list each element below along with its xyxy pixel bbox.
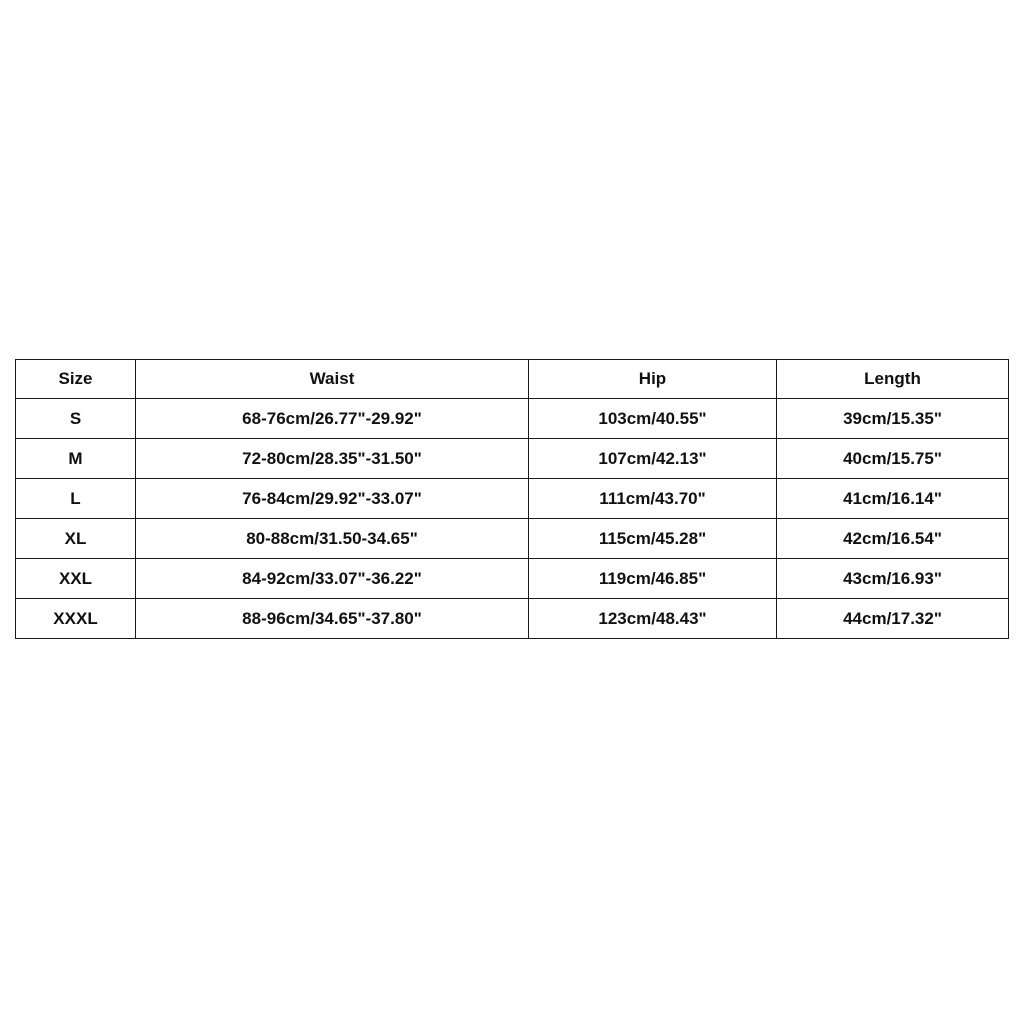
table-row [16, 599, 1009, 639]
table-row [16, 439, 1009, 479]
cell-hip: 103cm/40.55" [529, 399, 777, 439]
table-row [16, 399, 1009, 439]
cell-length: 40cm/15.75" [777, 439, 1009, 479]
cell-hip: 115cm/45.28" [529, 519, 777, 559]
cell-length: 41cm/16.14" [777, 479, 1009, 519]
cell-size: M [16, 439, 136, 479]
header-size: Size [16, 360, 136, 399]
header-row [16, 360, 1009, 399]
cell-size: L [16, 479, 136, 519]
header-length: Length [777, 360, 1009, 399]
table-row [16, 519, 1009, 559]
cell-hip: 107cm/42.13" [529, 439, 777, 479]
cell-waist: 80-88cm/31.50-34.65" [136, 519, 529, 559]
cell-length: 43cm/16.93" [777, 559, 1009, 599]
cell-waist: 72-80cm/28.35"-31.50" [136, 439, 529, 479]
cell-hip: 119cm/46.85" [529, 559, 777, 599]
cell-size: XXL [16, 559, 136, 599]
cell-length: 39cm/15.35" [777, 399, 1009, 439]
cell-size: S [16, 399, 136, 439]
table-row [16, 479, 1009, 519]
cell-waist: 76-84cm/29.92"-33.07" [136, 479, 529, 519]
size-chart-table [15, 359, 1009, 639]
table-row [16, 559, 1009, 599]
header-waist: Waist [136, 360, 529, 399]
cell-size: XXXL [16, 599, 136, 639]
cell-waist: 68-76cm/26.77"-29.92" [136, 399, 529, 439]
cell-length: 44cm/17.32" [777, 599, 1009, 639]
cell-hip: 111cm/43.70" [529, 479, 777, 519]
cell-waist: 88-96cm/34.65"-37.80" [136, 599, 529, 639]
cell-hip: 123cm/48.43" [529, 599, 777, 639]
cell-size: XL [16, 519, 136, 559]
header-hip: Hip [529, 360, 777, 399]
cell-waist: 84-92cm/33.07"-36.22" [136, 559, 529, 599]
cell-length: 42cm/16.54" [777, 519, 1009, 559]
